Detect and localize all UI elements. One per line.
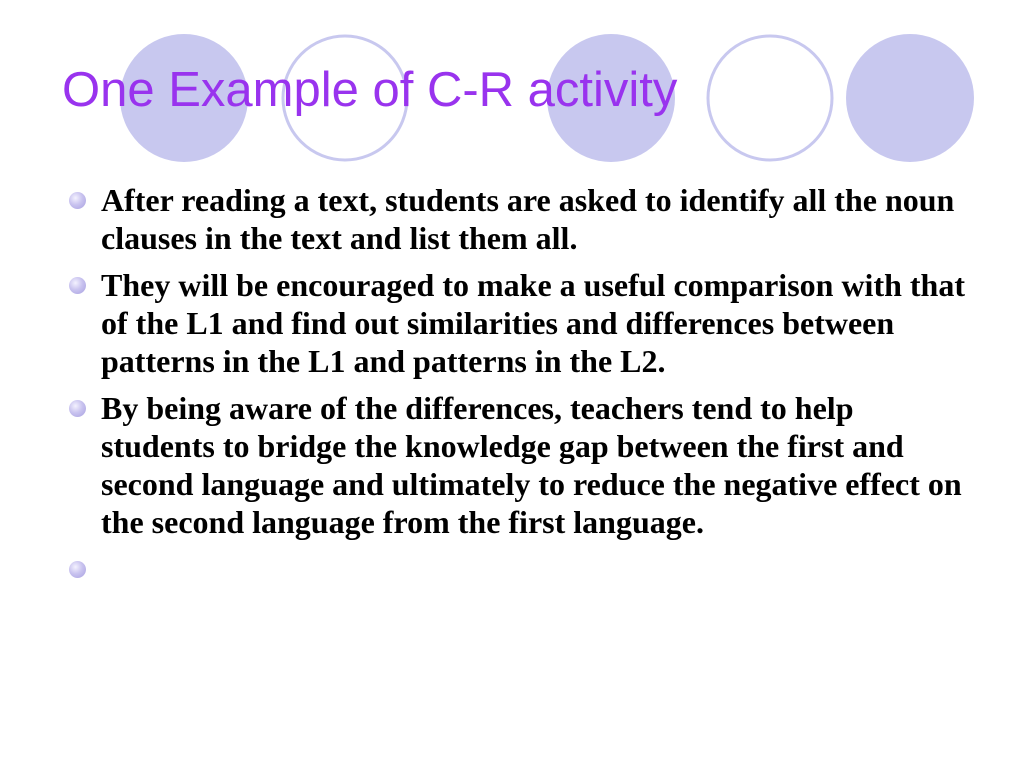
bullet-item bbox=[62, 181, 967, 257]
bullet-dot-icon bbox=[69, 400, 86, 417]
bullet-text: By being aware of the differences, teachers tend to help students to bridge the knowledge gap between the first and second language and ultimately to reduce the negative effect on the second language from the first language. bbox=[101, 390, 962, 540]
deco-circle-filled-3 bbox=[846, 34, 974, 162]
deco-circle-outline-2 bbox=[708, 36, 832, 160]
bullet-item bbox=[62, 389, 967, 541]
bullet-list bbox=[62, 181, 967, 597]
bullet-dot-icon bbox=[69, 277, 86, 294]
slide-title: One Example of C-R activity bbox=[62, 63, 678, 117]
bullet-dot-icon bbox=[69, 192, 86, 209]
bullet-item-empty bbox=[62, 550, 967, 588]
bullet-dot-icon bbox=[69, 561, 86, 578]
bullet-text: They will be encouraged to make a useful comparison with that of the L1 and find out similarities and differences between patterns in the L1 and patterns in the L2. bbox=[101, 267, 965, 379]
bullet-text: After reading a text, students are asked to identify all the noun clauses in the text and list them all. bbox=[101, 182, 955, 256]
bullet-item bbox=[62, 266, 967, 380]
